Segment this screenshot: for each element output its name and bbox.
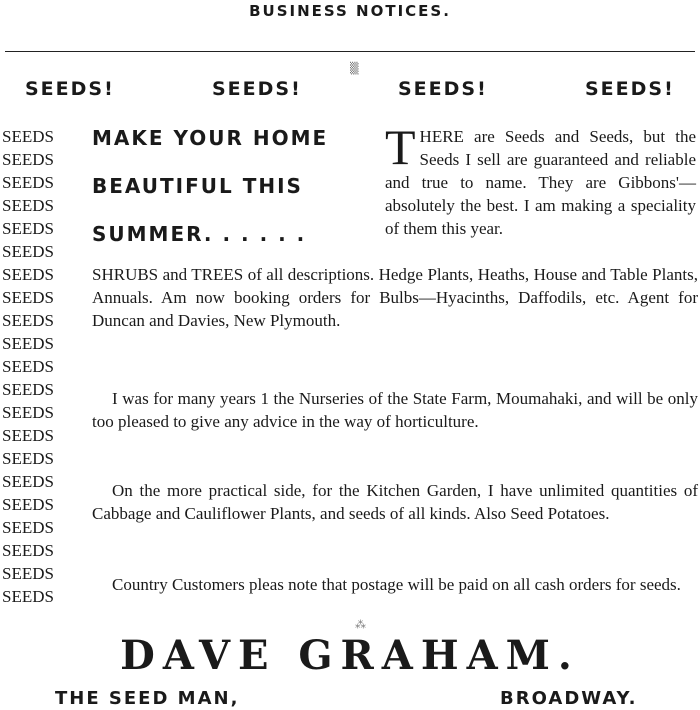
side-seed-word: SEEDS (2, 173, 54, 192)
side-seed-word: SEEDS (2, 311, 54, 330)
intro-paragraph (385, 119, 696, 240)
side-seed-word: SEEDS (2, 403, 54, 422)
footer-location: BROADWAY. (500, 688, 638, 709)
side-seed-word: SEEDS (2, 265, 54, 284)
side-seed-word: SEEDS (2, 564, 54, 583)
side-seed-word: SEEDS (2, 426, 54, 445)
side-seed-word: SEEDS (2, 334, 54, 353)
header-rule (5, 51, 695, 52)
side-seed-word: SEEDS (2, 495, 54, 514)
side-seed-word: SEEDS (2, 242, 54, 261)
side-seeds-column (2, 125, 82, 608)
side-seed-word: SEEDS (2, 472, 54, 491)
side-seed-word: SEEDS (2, 219, 54, 238)
side-seed-word: SEEDS (2, 587, 54, 606)
seeds-banner-3: SEEDS! (398, 78, 488, 100)
side-seed-word: SEEDS (2, 449, 54, 468)
headline-line-2: BEAUTIFUL THIS (92, 174, 303, 198)
printer-ornament: ⁂ (355, 618, 366, 631)
side-seed-word: SEEDS (2, 357, 54, 376)
seeds-banner-2: SEEDS! (212, 78, 302, 100)
page-header: BUSINESS NOTICES. (249, 2, 451, 20)
side-seed-word: SEEDS (2, 541, 54, 560)
side-seed-word: SEEDS (2, 127, 54, 146)
side-seed-word: SEEDS (2, 196, 54, 215)
printer-ornament: ▒ (350, 62, 359, 75)
side-seed-word: SEEDS (2, 150, 54, 169)
postage-paragraph: Country Customers pleas note that postage will be paid on all cash orders for seeds. (112, 575, 681, 594)
side-seed-word: SEEDS (2, 288, 54, 307)
seeds-banner-1: SEEDS! (25, 78, 115, 100)
seeds-banner-4: SEEDS! (585, 78, 675, 100)
kitchen-garden-paragraph: On the more practical side, for the Kitchen Garden, I have unlimited quantities of Cabbage and Cauliflower Plants, and seeds of all kinds. Also Seed Potatoes. (92, 481, 698, 523)
headline-line-1: MAKE YOUR HOME (92, 126, 329, 150)
signature-name: DAVE GRAHAM. (120, 632, 580, 679)
intro-text: HERE are Seeds and Seeds, but the Seeds I sell are guaranteed and reliable and true to name. They are Gibbons'—absolutely the best. I am making a speciality of them this year. (385, 127, 696, 238)
headline-line-3: SUMMER. . . . . . (92, 222, 307, 246)
shrubs-paragraph: SHRUBS and TREES of all descriptions. Hedge Plants, Heaths, House and Table Plants, Annuals. Am now booking orders for Bulbs—Hyacinths, Daffodils, etc. Agent for Duncan and Davies, New Plymouth. (92, 265, 698, 330)
side-seed-word: SEEDS (2, 380, 54, 399)
experience-paragraph: I was for many years 1 the Nurseries of the State Farm, Moumahaki, and will be only too pleased to give any advice in the way of horticulture. (92, 389, 698, 431)
side-seed-word: SEEDS (2, 518, 54, 537)
footer-seed-man: THE SEED MAN, (55, 688, 240, 709)
drop-cap: T (385, 119, 416, 175)
